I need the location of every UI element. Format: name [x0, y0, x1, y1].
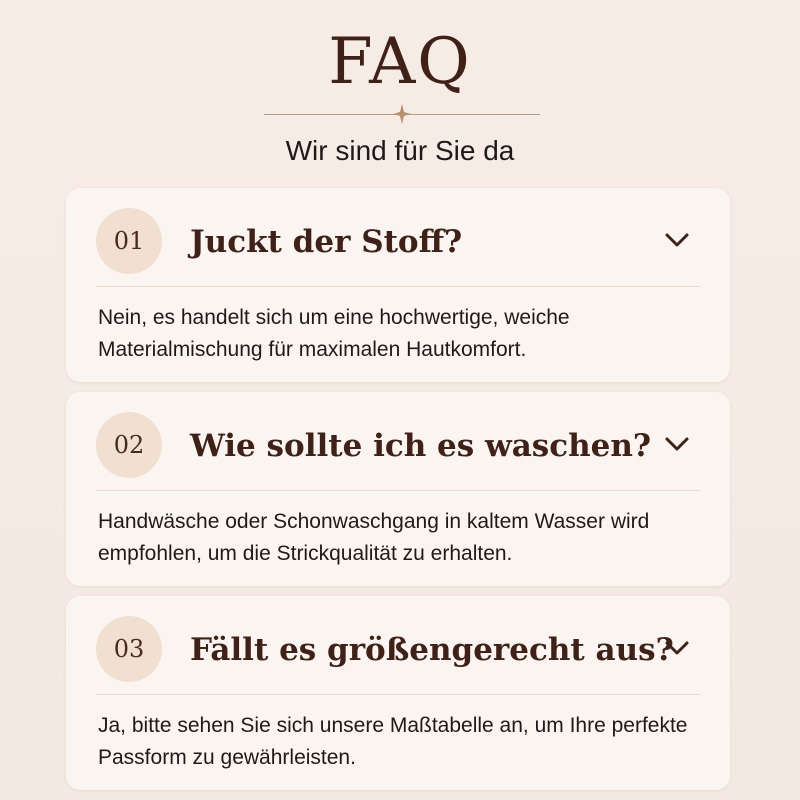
faq-item[interactable] — [66, 392, 730, 586]
faq-number-badge: 02 — [96, 412, 162, 478]
faq-divider — [96, 286, 700, 287]
page-title: FAQ — [328, 25, 472, 99]
faq-number-badge: 03 — [96, 616, 162, 682]
chevron-down-icon[interactable] — [662, 228, 692, 252]
faq-question[interactable]: Fällt es größengerecht aus? — [190, 632, 674, 668]
page-subtitle: Wir sind für Sie da — [285, 135, 515, 166]
faq-question[interactable]: Juckt der Stoff? — [190, 224, 463, 260]
faq-item[interactable] — [66, 596, 730, 790]
faq-divider — [96, 490, 700, 491]
faq-answer: Ja, bitte sehen Sie sich unsere Maßtabelle an, um Ihre perfekte Passform zu gewährleisten. — [98, 714, 688, 769]
faq-answer: Nein, es handelt sich um eine hochwertige, weiche Materialmischung für maximalen Hautkomfort. — [98, 306, 570, 361]
faq-answer: Handwäsche oder Schonwaschgang in kaltem Wasser wird empfohlen, um die Strickqualität zu erhalten. — [98, 510, 650, 565]
faq-item[interactable] — [66, 188, 730, 382]
faq-question[interactable]: Wie sollte ich es waschen? — [190, 428, 652, 464]
chevron-down-icon[interactable] — [662, 636, 692, 660]
sparkle-icon — [393, 104, 411, 124]
faq-number-badge: 01 — [96, 208, 162, 274]
faq-divider — [96, 694, 700, 695]
chevron-down-icon[interactable] — [662, 432, 692, 456]
